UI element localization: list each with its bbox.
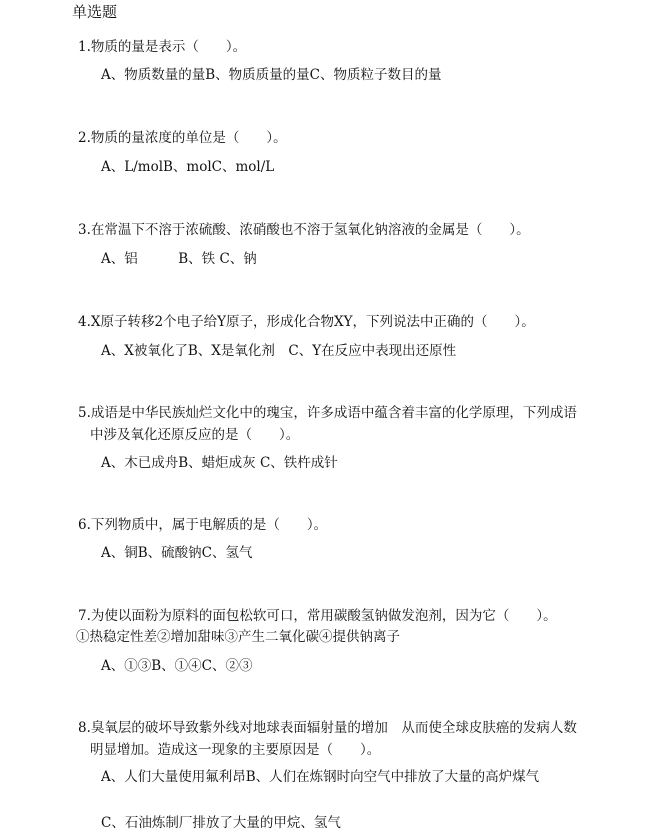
question-stem: 4.X原子转移2个电子给Y原子，形成化合物XY，下列说法中正确的（ ）。 (78, 314, 535, 330)
question-options: A、①③B、①④C、②③ (101, 658, 253, 674)
question-options-continued: C、石油炼制厂排放了大量的甲烷、氢气 (101, 815, 341, 831)
question-stem-continued: ①热稳定性差②增加甜味③产生二氧化碳④提供钠离子 (76, 629, 400, 645)
question-options: A、人们大量使用氟利昂B、人们在炼钢时向空气中排放了大量的高炉煤气 (101, 769, 540, 785)
question-stem: 6.下列物质中，属于电解质的是（ ）。 (78, 517, 328, 533)
question-2 (78, 127, 287, 149)
question-options: A、铝 B、铁 C、钠 (101, 251, 257, 267)
question-stem: 5.成语是中华民族灿烂文化中的瑰宝，许多成语中蕴含着丰富的化学原理，下列成语 (78, 405, 577, 421)
question-options: A、物质数量的量B、物质质量的量C、物质粒子数目的量 (101, 67, 442, 83)
question-options: A、X被氧化了B、X是氧化剂 C、Y在反应中表现出还原性 (101, 343, 457, 359)
question-1 (78, 36, 246, 58)
question-options: A、铜B、硫酸钠C、氢气 (101, 545, 253, 561)
question-3 (78, 219, 530, 241)
section-title: 单选题 (72, 3, 118, 21)
question-stem: 2.物质的量浓度的单位是（ ）。 (78, 130, 287, 146)
question-6 (78, 514, 327, 536)
question-stem-continued: 明显增加。造成这一现象的主要原因是（ ）。 (90, 742, 381, 758)
question-5 (78, 402, 577, 446)
question-stem: 7.为使以面粉为原料的面包松软可口，常用碳酸氢钠做发泡剂，因为它（ ）。 (78, 608, 557, 624)
question-options: A、木已成舟B、蜡炬成灰 C、铁杵成针 (101, 455, 338, 471)
question-stem: 3.在常温下不溶于浓硫酸、浓硝酸也不溶于氢氧化钠溶液的金属是（ ）。 (78, 222, 530, 238)
question-7-choices (76, 626, 400, 648)
question-stem-continued: 中涉及氧化还原反应的是（ ）。 (90, 427, 300, 443)
question-stem: 8.臭氧层的破坏导致紫外线对地球表面辐射量的增加 从而使全球皮肤癌的发病人数 (78, 720, 577, 736)
question-8 (78, 717, 577, 761)
question-4 (78, 311, 535, 333)
question-7 (78, 605, 557, 627)
question-stem: 1.物质的量是表示（ ）。 (78, 39, 247, 55)
question-options: A、L/molB、molC、mol/L (101, 159, 275, 175)
